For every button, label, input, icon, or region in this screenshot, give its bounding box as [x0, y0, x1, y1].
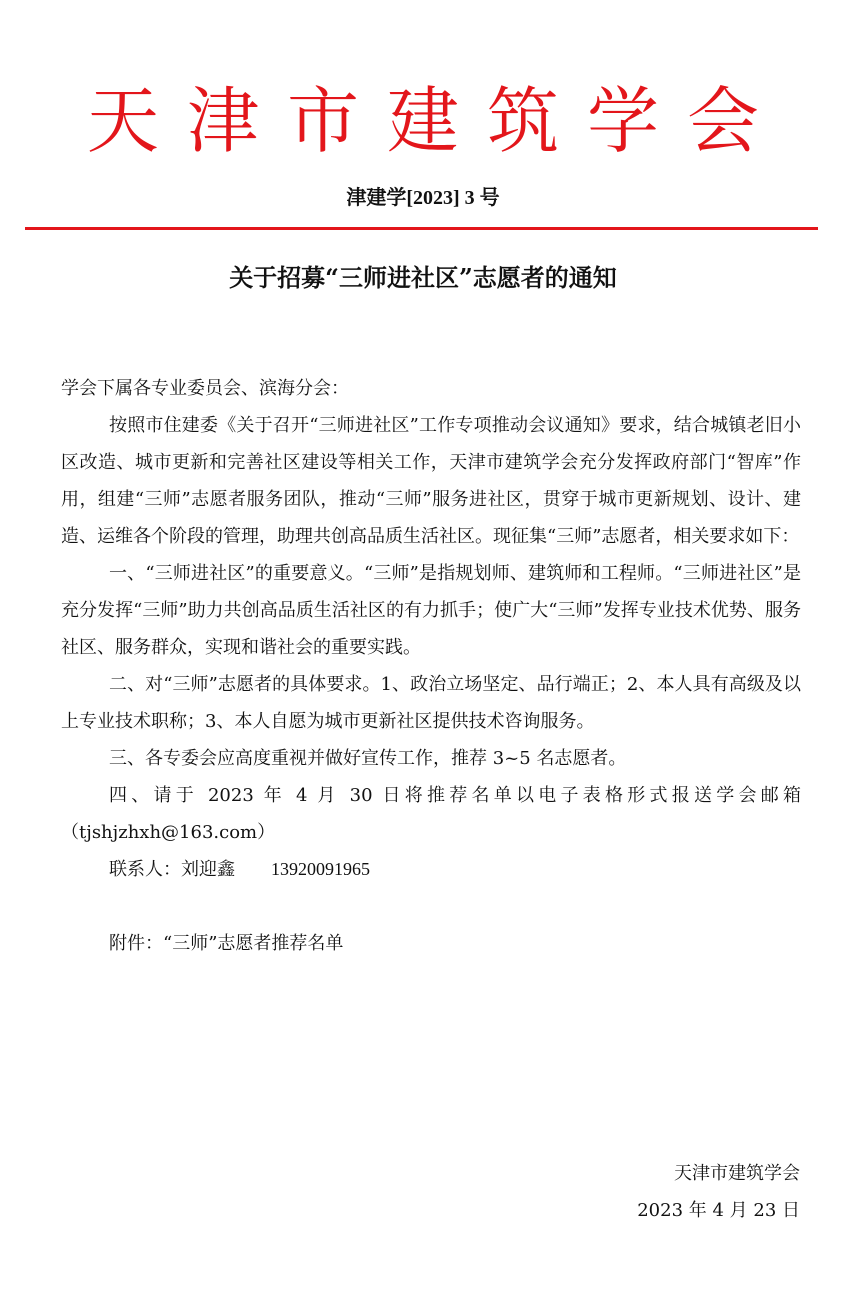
document-number: 津建学[2023] 3 号 — [346, 187, 500, 209]
paragraph-item-3: 三、各专委会应高度重视并做好宣传工作，推荐 3~5 名志愿者。 — [109, 748, 627, 769]
contact-line — [61, 851, 801, 888]
paragraph-item-1: 一、“三师进社区”的重要意义。“三师”是指规划师、建筑师和工程师。“三师进社区”是充分发挥“三师”助力共创高品质生活社区的有力抓手；使广大“三师”发挥专业技术优势、服务社区、服务群众，实现和谐社会的重要实践。 — [61, 563, 801, 658]
contact-person: 联系人：刘迎鑫 — [109, 859, 235, 880]
paragraph-item-4: 四、请于 2023 年 4 月 30 日将推荐名单以电子表格形式报送学会邮箱（tjshjzhxh@163.com） — [61, 785, 801, 843]
salutation: 学会下属各专业委员会、滨海分会： — [61, 378, 349, 399]
notice-body — [61, 370, 801, 962]
spacer — [61, 888, 801, 925]
signature-organization: 天津市建筑学会 — [674, 1163, 800, 1184]
paragraph-intro: 按照市住建委《关于召开“三师进社区”工作专项推动会议通知》要求，结合城镇老旧小区改造、城市更新和完善社区建设等相关工作，天津市建筑学会充分发挥政府部门“智库”作用，组建“三师”志愿者服务团队，推动“三师”服务进社区，贯穿于城市更新规划、设计、建造、运维各个阶段的管理，助理共创高品质生活社区。现征集“三师”志愿者，相关要求如下： — [61, 415, 801, 547]
red-divider-line — [25, 227, 818, 230]
paragraph-item-2: 二、对“三师”志愿者的具体要求。1、政治立场坚定、品行端正；2、本人具有高级及以上专业技术职称；3、本人自愿为城市更新社区提供技术咨询服务。 — [61, 674, 801, 732]
organization-header-title: 天津市建筑学会 — [86, 79, 787, 163]
signature-date: 2023 年 4 月 23 日 — [637, 1200, 800, 1221]
notice-title: 关于招募“三师进社区”志愿者的通知 — [229, 263, 617, 292]
contact-phone: 13920091965 — [271, 859, 370, 879]
attachment-line: 附件：“三师”志愿者推荐名单 — [109, 933, 344, 954]
signature-block — [637, 1155, 800, 1229]
